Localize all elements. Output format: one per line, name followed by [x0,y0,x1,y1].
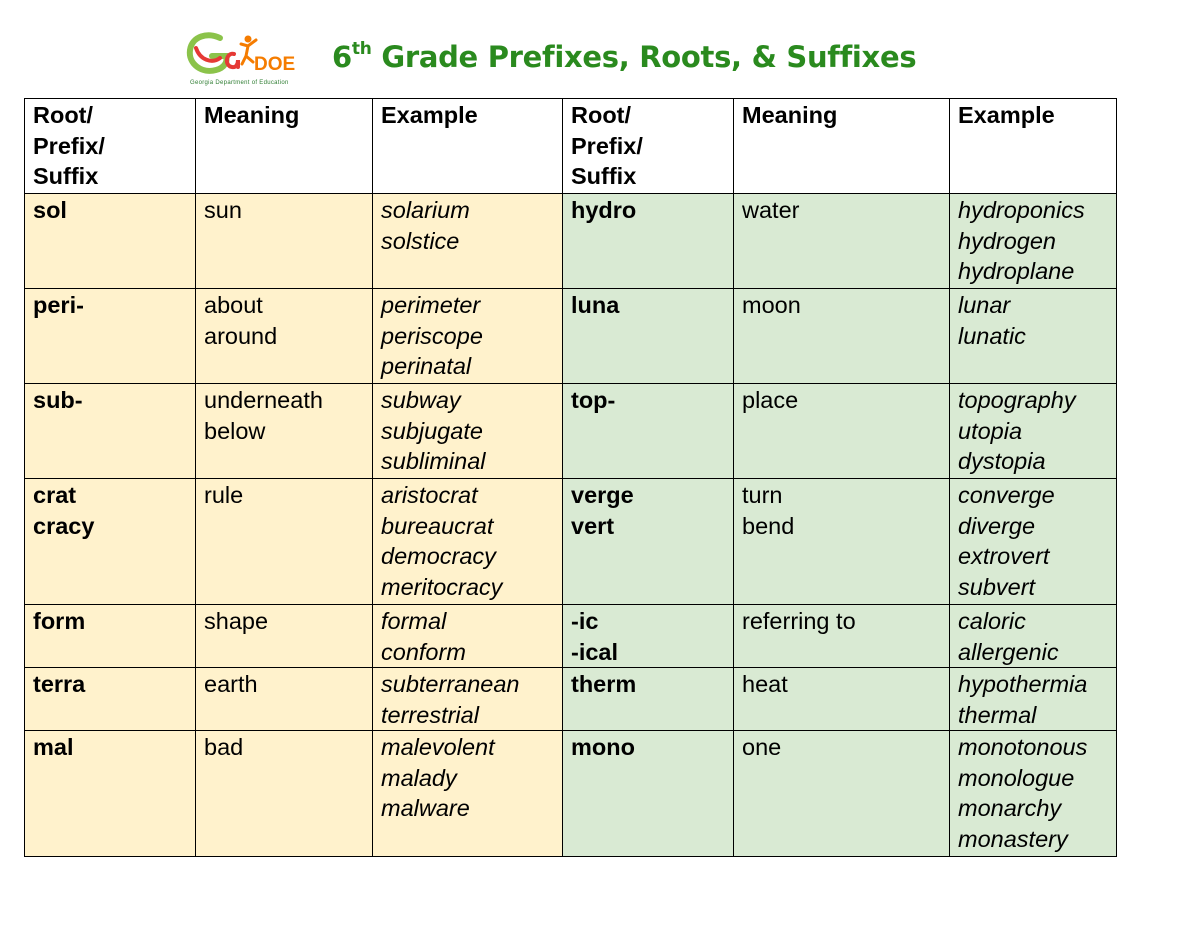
example-line: aristocrat [381,482,478,508]
root-line: verge [571,482,634,508]
right-meaning-cell [734,479,950,605]
right-meaning-cell [734,194,950,289]
meaning-line: below [204,417,266,444]
right-root-cell [563,479,734,605]
meaning-line: heat [742,671,788,697]
example-line: malware [381,795,470,821]
right-example-cell [950,289,1117,384]
left-example-cell [373,605,563,668]
left-root-cell [25,289,196,384]
root-line: therm [571,671,637,697]
example-line: subjugate [381,417,483,444]
example-line: subvert [958,573,1036,600]
left-meaning-cell [196,384,373,479]
left-example-cell [373,194,563,289]
example-line: caloric [958,608,1026,634]
left-root-cell [25,668,196,731]
right-root-cell [563,731,734,857]
example-line: subway [381,387,461,413]
meaning-line: water [742,197,800,223]
meaning-line: turn [742,482,783,508]
example-line: subliminal [381,448,486,474]
table-row [25,668,1117,731]
right-meaning-cell [734,289,950,384]
meaning-line: underneath [204,387,323,413]
svg-text:DOE: DOE [254,54,296,75]
example-line: utopia [958,417,1023,444]
meaning-line: earth [204,671,258,697]
example-line: subterranean [381,671,520,697]
root-line: sub- [33,387,83,413]
meaning-line: referring to [742,608,856,634]
left-example-cell [373,479,563,605]
root-line: terra [33,671,86,697]
example-line: diverge [958,512,1036,539]
root-line: top- [571,387,616,413]
title-grade: 6 [332,40,352,74]
gadoe-logo [186,30,302,90]
right-example-cell [950,605,1117,668]
title-text: Grade Prefixes, Roots, & Suffixes [371,40,917,74]
example-line: topography [958,387,1076,413]
root-line: mono [571,734,635,760]
meaning-line: moon [742,292,801,318]
example-line: allergenic [958,638,1059,665]
column-header: Meaning [196,99,373,194]
table-row [25,479,1117,605]
column-header: Root/ Prefix/ Suffix [563,99,734,194]
right-root-cell [563,605,734,668]
gadoe-logo-mark [186,30,302,80]
table-row [25,194,1117,289]
meaning-line: rule [204,482,244,508]
root-line: hydro [571,197,637,223]
right-example-cell [950,194,1117,289]
example-line: extrovert [958,543,1050,569]
meaning-line: bend [742,512,795,539]
left-meaning-cell [196,668,373,731]
left-meaning-cell [196,194,373,289]
left-example-cell [373,289,563,384]
left-meaning-cell [196,479,373,605]
meaning-line: shape [204,608,269,634]
title-superscript: th [351,39,372,60]
example-line: hydrogen [958,227,1056,254]
left-example-cell [373,384,563,479]
left-root-cell [25,605,196,668]
left-example-cell [373,668,563,731]
page-header [186,30,946,92]
example-line: bureaucrat [381,512,494,539]
column-header: Example [373,99,563,194]
left-root-cell [25,384,196,479]
right-meaning-cell [734,731,950,857]
example-line: hypothermia [958,671,1088,697]
root-line: -ical [571,638,619,665]
example-line: democracy [381,543,496,569]
example-line: converge [958,482,1055,508]
example-line: monologue [958,764,1075,791]
meaning-line: place [742,387,799,413]
right-root-cell [563,194,734,289]
column-header: Example [950,99,1117,194]
right-meaning-cell [734,605,950,668]
example-line: solarium [381,197,470,223]
example-line: monarchy [958,795,1062,821]
root-line: -ic [571,608,599,634]
page-title [332,40,916,74]
prefix-root-table [24,98,1117,857]
example-line: monotonous [958,734,1088,760]
table-row [25,384,1117,479]
example-line: hydroplane [958,258,1075,284]
example-line: hydroponics [958,197,1085,223]
root-line: peri- [33,292,84,318]
example-line: malady [381,764,457,791]
column-header: Root/ Prefix/ Suffix [25,99,196,194]
example-line: monastery [958,825,1068,852]
example-line: perinatal [381,353,472,379]
root-line: sol [33,197,67,223]
example-line: lunatic [958,322,1026,349]
left-root-cell [25,479,196,605]
example-line: solstice [381,227,460,254]
right-root-cell [563,384,734,479]
root-line: vert [571,512,615,539]
meaning-line: sun [204,197,242,223]
meaning-line: one [742,734,782,760]
left-meaning-cell [196,289,373,384]
table-row [25,731,1117,857]
root-line: cracy [33,512,95,539]
left-meaning-cell [196,731,373,857]
example-line: periscope [381,322,483,349]
right-meaning-cell [734,668,950,731]
example-line: malevolent [381,734,495,760]
left-example-cell [373,731,563,857]
right-meaning-cell [734,384,950,479]
root-line: form [33,608,86,634]
example-line: meritocracy [381,573,503,600]
example-line: conform [381,638,466,665]
root-line: crat [33,482,77,508]
right-example-cell [950,384,1117,479]
left-root-cell [25,194,196,289]
example-line: thermal [958,701,1037,728]
example-line: lunar [958,292,1011,318]
column-header: Meaning [734,99,950,194]
logo-subtext: Georgia Department of Education [190,80,289,86]
example-line: terrestrial [381,701,479,728]
left-root-cell [25,731,196,857]
right-root-cell [563,668,734,731]
example-line: dystopia [958,448,1046,474]
right-example-cell [950,668,1117,731]
meaning-line: about [204,292,263,318]
example-line: perimeter [381,292,481,318]
example-line: formal [381,608,447,634]
root-line: luna [571,292,620,318]
right-root-cell [563,289,734,384]
table-row [25,605,1117,668]
right-example-cell [950,731,1117,857]
table-header-row [25,99,1117,194]
root-line: mal [33,734,74,760]
meaning-line: bad [204,734,244,760]
table-row [25,289,1117,384]
right-example-cell [950,479,1117,605]
meaning-line: around [204,322,278,349]
left-meaning-cell [196,605,373,668]
